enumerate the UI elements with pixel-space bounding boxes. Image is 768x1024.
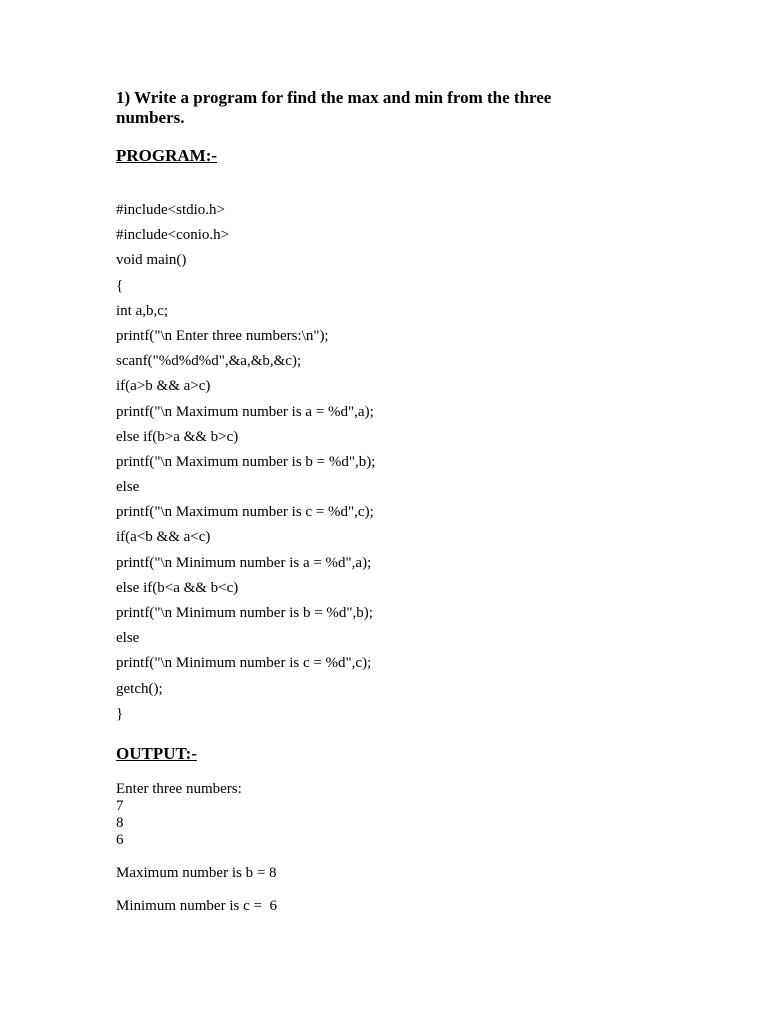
- output-input-value: 8: [116, 815, 124, 831]
- program-output: [116, 781, 277, 915]
- code-line: else: [116, 630, 140, 647]
- code-line: int a,b,c;: [116, 302, 169, 319]
- code-line: printf("\n Maximum number is b = %d",b);: [116, 453, 376, 470]
- output-input-value: 6: [116, 832, 124, 848]
- code-line: else: [116, 479, 140, 496]
- code-line: printf("\n Maximum number is c = %d",c);: [116, 504, 374, 521]
- code-line: else if(b>a && b>c): [116, 428, 239, 445]
- output-input-value: 7: [116, 798, 124, 814]
- code-line: printf("\n Minimum number is a = %d",a);: [116, 554, 372, 571]
- code-line: {: [116, 277, 124, 294]
- output-spacer: [116, 849, 277, 865]
- code-line: #include<conio.h>: [116, 227, 230, 244]
- code-line: if(a>b && a>c): [116, 378, 211, 395]
- code-line: if(a<b && a<c): [116, 529, 211, 546]
- output-min-result: Minimum number is c = 6: [116, 898, 277, 914]
- output-spacer: [116, 882, 277, 898]
- code-line: printf("\n Enter three numbers:\n");: [116, 327, 329, 344]
- code-line: #include<stdio.h>: [116, 202, 225, 218]
- program-heading: PROGRAM:-: [116, 146, 218, 165]
- code-line: printf("\n Minimum number is c = %d",c);: [116, 655, 372, 672]
- code-line: printf("\n Maximum number is a = %d",a);: [116, 403, 374, 420]
- code-line: void main(): [116, 252, 187, 269]
- code-line: getch();: [116, 680, 163, 697]
- code-listing: [116, 198, 375, 727]
- output-heading: OUTPUT:-: [116, 744, 197, 763]
- code-line: scanf("%d%d%d",&a,&b,&c);: [116, 353, 302, 370]
- code-line: else if(b<a && b<c): [116, 579, 239, 596]
- question-text: 1) Write a program for find the max and min from the three numbers.: [116, 88, 552, 127]
- output-max-result: Maximum number is b = 8: [116, 865, 277, 881]
- output-prompt: Enter three numbers:: [116, 781, 242, 797]
- code-line: }: [116, 705, 124, 722]
- code-line: printf("\n Minimum number is b = %d",b);: [116, 605, 373, 621]
